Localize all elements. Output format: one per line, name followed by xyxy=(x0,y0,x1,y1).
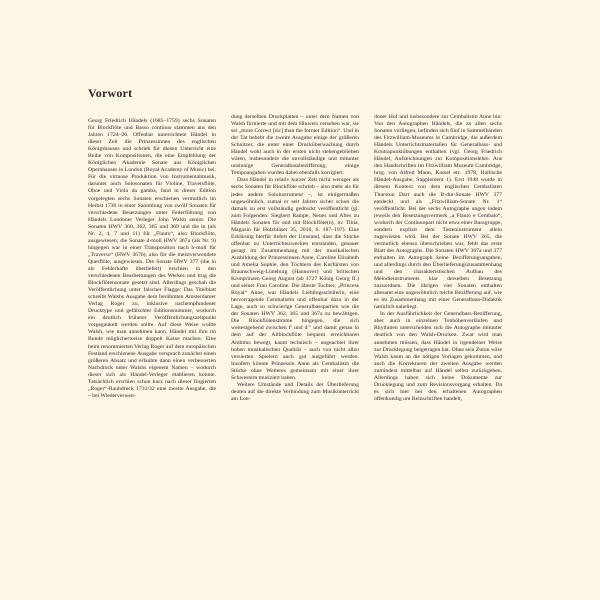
text-column-3 xyxy=(374,114,502,564)
paragraph: In der Ausführlichkeit der Generalbass-Bezifferung, aber auch in einzelnen Tonhöhenverläufen und Rhythmen unterscheiden sich die Autographe mitunter deutlich von den Walsh-Drucken. Zwar wird man annehmen müssen, dass Händel in irgendeiner Weise zur Drucklegung beigetragen hat. Ohne sein Zutun wäre Walsh kaum an die nötigen Vorlagen gekommen, und auch die Korrekturen der zweiten Ausgabe werden zumindest mittelbar auf Händel selbst zurückgehen. Allerdings haben sich keine Dokumente zur Drucklegung und zum Revisionsvorgang erhalten. Da es sich hier bei den erhaltenen Autographen offenkundig um Reinschriften handelt, xyxy=(374,311,502,402)
text-column-1 xyxy=(88,118,216,558)
paragraph: Georg Friedrich Händels (1685–1759) sechs Sonaten für Blockflöte und Basso continuo stammen aus den Jahren 1724–26. Offenbar unterrichtete Händel in dieser Zeit die Prinzessinnen des englischen Königshauses und schrieb für diesen Unterricht eine Reihe von Kompositionen, die eine Empfehlung der Königlichen Akademie Sonate aus Königlichen Opernhauses in London (Royal Academy of Music) bei. Für die virtuose Produktion von Instrumentalmusik, darunter auch Solosonaten für Violine, Traversflöte, Oboe und Viola da gamba, fand in dieser Edition vorgelegten sechs Sonaten erschienen vermutlich im Herbst 1730 in einer Sammlung von zwölf Sonaten für verschiedene Besetzungen unter Federführung von Händels Londoner Verleger John Walsh senior. Die Sonaten HWV 360, 362, 365 und 369 und die in (als Nr. 2, 4, 7 und 11) für „Flauto“, also Blockflöte, ausgewiesen; die Sonate d-moll HWV 367a (als Nr. 9) hingegen war in einer Transposition nach h-moll für „Traverso“ (HWV 367b), also für die meistverwendete Querflöte, ausgewiesen. Die Sonate HWV 377 (die in als Fehlerhafte überliefert) erschien in den verschiedenen Bearbeitungen des Werkes und trug die Blockflötensonate gesetzt sind. Allerdings geschah die Veröffentlichung unter falscher Flagge: Das Titelblatt schreibt Walshs Ausgabe dem berühmten Amsterdamer Verlag Roger zu, inklusive nachempfundener Drucktype und gefälschter Editionsnummer, wodurch ein deutlich früherer Veröffentlichungszeitpunkt vorgegaukelt werden sollte. Auf diese Weise wollte Walsh, wie man annehmen kann, Händel mit ihm im Bunde möglicherweise doppelt Kasse machen: Eine beim renommierten Verlag Roger auf dem europäischen Festland erschienene Ausgabe versprach zunächst einen größeren Absatz und erlaubte dann einen verbesserten Nachdruck unter Walshs eigenem Namen – wodurch dieser sich als Händel-Verleger etablieren konnte. Tatsächlich erschien schon kurz nach dieser fingierten „Roger“-Raubdruck 1731/32 eine zweite Ausgabe, die – bei Wiederverwen- xyxy=(88,118,216,399)
paragraph: Weitere Umstände und Details der Überlieferung deuten auf die direkte Verbindung zum Musikunterricht am Lon- xyxy=(231,381,359,402)
paragraph: Dass Händel in relativ kurzer Zeit nicht weniger als sechs Sonaten für Blockflöte schrieb – also mehr als für jedes andere Soloinstrument –, ist einigermaßen ungewöhnlich, zumal er seit Jahren sicher schon die damals zu erst vollständig gedruckt veröffentlicht (gl. zum Folgenden: Siegbert Rampe, Neues und Altes zu Händels Sonaten für und mit Blockflöte(n), in: Tibia, Magazin für Holzbläser 35, 2010, S. 187–197). Eine Erklärung hierfür liefert der Umstand, dass die Stücke offenbar zu Unterrichtszwecken entstanden, genauer gesagt im Zusammenhang mit der musikalischen Ausbildung der Prinzessinnen Anne, Caroline Elisabeth und Amelia Sophie, den Töchtern des Kurfürsten von Braunschweig-Lüneburg (Hannover) und britischen Kronprinzen Georg August (ab 1727 König Georg II.) und seiner Frau Caroline. Die älteste Tochter, „Princess Royal“ Anne, war Händels Lieblingsschülerin, eine hervorragende Cembalistin und offenbar dazu in der Lage, auch so schwierige Generalbasspartien wie die der Sonaten HWV 362, 365 und 367a zu bewältigen. Die Blockflötenstimme hingegen, die sich weitestgehend zwischen f′ und d′′′ und damit genau in dem auf der Altblockflöte bequem erreichbaren Ambitus bewegt, kaum technisch – ungeachtet ihrer hohen musikalischen Qualität – auch von nicht allzu versierten Spielern auch gut ausgeführt werden. Insofern könnte Prinzessin Anne als Cembalistin die Stücke ohne Weiteres gemeinsam mit einer ihrer Schwestern musiziert haben. xyxy=(231,177,359,381)
page-title: Vorwort xyxy=(88,86,133,100)
text-column-2 xyxy=(231,114,359,564)
paragraph: doner Hof und insbesondere zur Cembalistin Anne hin: Von den Autographen Händels, die zu allen sechs Sonaten vorliegen, befinden sich fünf in Sammelbänden des Fitzwilliam-Museums in Cambridge, die außerdem Händels Unterrichtsmaterialien für Generalbass- und Kontrapunktübungen enthalten (vgl. Georg Friedrich Händel, Aufzeichnungen zur Kompositionslehre. Aus den Handschriften im Fitzwilliam Museum Cambridge, hrsg. von Alfred Mann, Kassel etc. 1978, Hallische Händel-Ausgabe, Supplement 1). Erst 1948 wurde in diesem Kontext von dem englischen Cembalisten Thurston Dart auch die B-dur-Sonate HWV 377 entdeckt und als „Fitzwilliam-Sonate Nr. 1“ veröffentlicht. Bei der sechs Autographe ungen indem jeweils den Besetzungsvermerk „a Flauto e Cembalo“, wodurch der Continuopart nicht etwa einer Bassgruppe, sondern explizit dem Tasteninstrument allein zugewiesen wird. Bei der Sonate HWV 365, die vermutlich ebenso überschrieben war, fehlt das erste Blatt des Autographs. Die Sonaten HWV 367a und 377 enthalten im Autograph keine Bezifferungsangaben, und allerdings durch den Überlieferungszusammenhang und den charakteristischen Aufbau des Melodieinstruments klar derselben Besetzung zuzuordnen. Die übrigen vier Sonaten enthalten allesamt eine ungewöhnlich reiche Bezifferung auf, wie es im Zusammenhang mit einer Generalbass-Didaktik natürlich naheliegt. xyxy=(374,114,502,311)
paragraph: dung derselben Druckplatten – unter dem Namen von Walsh firmierte und mit dem Hinweis versehen war, sie sei „more Correct [sic] than the former Edition“. Und in der Tat behebt die zweite Ausgabe einige der größeren Schnitzer, die unter einer Drucküberwachung durch Händel wohl auch in der ersten nicht stehengeblieben wären, insbesondere die unvollständige und mitunter unsinnige Generalbassbezifferung; einige Tempoangaben wurden dabei ebenfalls korrigiert. xyxy=(231,114,359,177)
